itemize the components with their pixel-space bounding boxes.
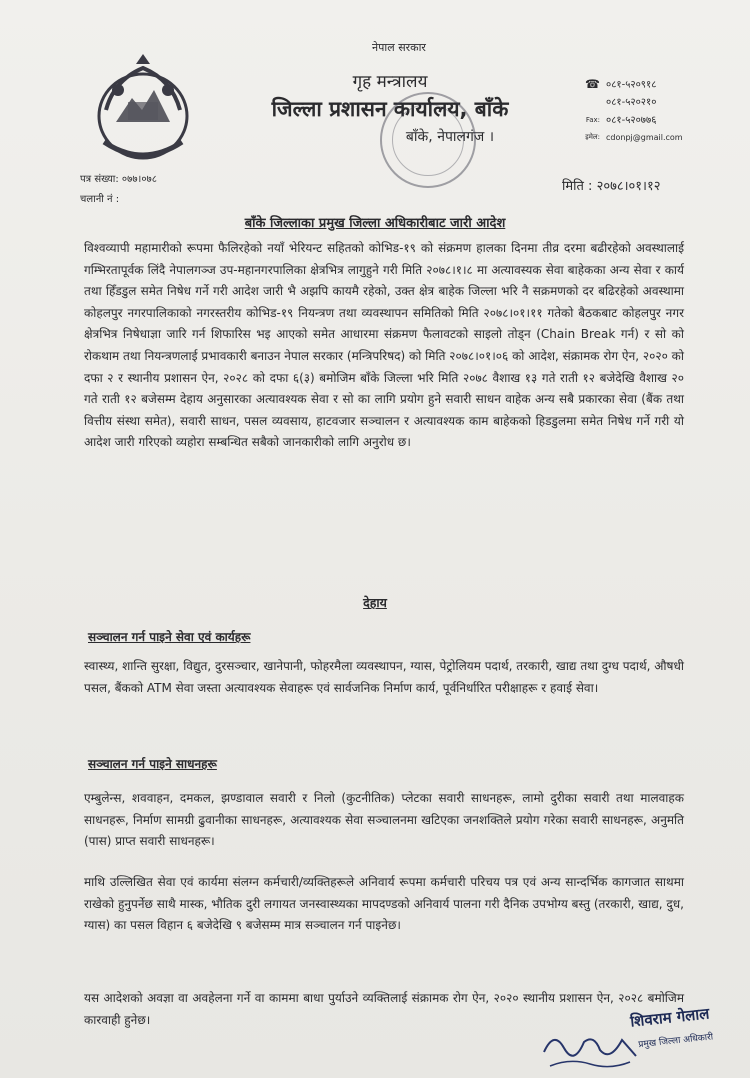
signatory-name: शिवराम गेलाल: [629, 1004, 711, 1031]
services-paragraph: स्वास्थ्य, शान्ति सुरक्षा, विद्युत, दुरसञ्चार, खानेपानी, फोहरमैला व्यवस्थापन, ग्यास, पेट्रोलियम पदार्थ, तरकारी, खाद्य तथा दुग्ध पदार्थ, औषधी पसल, बैंकको ATM सेवा जस्ता अत्यावश्यक सेवाहरू एवं सार्वजनिक निर्माण कार्य, पूर्वनिर्धारित परीक्षाहरू र हवाई सेवा।: [84, 659, 684, 695]
phone-2: ०८१-५२०२१०: [606, 97, 657, 108]
signature-block: [629, 1004, 738, 1051]
dispatch-number: चलानी नं :: [80, 194, 120, 205]
compliance-paragraph: माथि उल्लिखित सेवा एवं कार्यमा संलग्न कर्मचारी/व्यक्तिहरूले अनिवार्य रूपमा कर्मचारी परिचय पत्र एवं अन्य सान्दर्भिक कागजात साथमा राखेको हुनुपर्नेछ साथै मास्क, भौतिक दुरी लगायत जनस्वास्थ्यका मापदण्डको अनिवार्य पालना गरी दैनिक उपभोग्य बस्तु (तरकारी, खाद्य, दुध, ग्यास) का पसल विहान ६ बजेदेखि ९ बजेसम्म मात्र सञ्चालन गर्न पाइनेछ।: [84, 875, 684, 933]
fax-label: Fax:: [585, 115, 600, 124]
section-vehicles-heading: सञ्चालन गर्न पाइने साधनहरू: [88, 757, 217, 771]
letter-date: मिति : २०७८।०१।१२: [562, 179, 661, 194]
office-city: बाँके, नेपालगंज ।: [405, 129, 495, 145]
phone-1: ०८१-५२०९१८: [606, 79, 657, 91]
signatory-title: प्रमुख जिल्ला अधिकारी: [637, 1032, 714, 1051]
reference-block: [80, 170, 157, 210]
nepal-emblem-icon: [84, 50, 202, 168]
section-services-heading: सञ्चालन गर्न पाइने सेवा एवं कार्यहरू: [88, 630, 251, 644]
letter-number: पत्र संख्या: ०७७।०७८: [80, 174, 157, 185]
telephone-icon: ☎: [585, 77, 600, 91]
contact-block: [560, 76, 683, 147]
email-label: इमेल:: [585, 133, 600, 141]
penalty-paragraph: यस आदेशको अवज्ञा वा अवहेलना गर्ने वा काममा बाधा पुर्याउने व्यक्तिलाई संक्रामक रोग ऐन, २०२० स्थानीय प्रशासन ऐन, २०२८ बमोजिम कारवाही हुनेछ।: [84, 991, 684, 1027]
office-stamp: [380, 92, 476, 188]
order-paragraph-main: विश्वव्यापी महामारीको रूपमा फैलिरहेको नयाँ भेरियन्ट सहितको कोभिड-१९ को संक्रमण हालका दिनमा तीव्र दरमा बढीरहेको अवस्थालाई गम्भिरतापूर्वक लिंदै नेपालगञ्ज उप-महानगरपालिका क्षेत्रभित्र लागुहुने गरी मिति २०७८।१।८ मा अत्यावस्यक सेवा बाहेकका अन्य सेवा र कार्य तथा हिँडडुल समेत निषेध गर्ने गरी आदेश जारी भै अझपि कायमै रहेको, उक्त क्षेत्र बाहेक जिल्ला भरि नै सक्रमणको दर बढिरहेको अवस्थामा कोहलपुर नगरपालिकाको नगरस्तरीय कोभिड-१९ नियन्त्रण तथा व्यवस्थापन समितिको मिति २०७८।०१।११ गतेको बैठकबाट कोहलपुर नगर क्षेत्रभित्र निषेधाज्ञा जारि गर्न शिफारिस भइ आएको समेत आधारमा संक्रमण फैलावटको साइलो तोड्न (Chain Break गर्न) र सो को रोकथाम तथा नियन्त्रणलाई प्रभावकारी बनाउन नेपाल सरकार (मन्त्रिपरिषद) को मिति २०७८।०१।०६ को आदेश, संक्रामक रोग ऐन, २०२० को दफा २ र स्थानीय प्रशासन ऐन, २०२८ को दफा ६(३) बमोजिम बाँके जिल्ला भरि मिति २०७८ वैशाख १३ गते राती १२ बजेदेखि वैशाख २० गते राती १२ बजेसम्म देहाय अनुसारका अत्यावश्यक सेवा र सो का लागि प्रयोग हुने सवारी साधन वाहेक अन्य सबै प्रकारका सेवा (बैंक तथा वित्तीय संस्था समेत), सवारी साधन, पसल व्यवसाय, हाटवजार सञ्चालन र अत्यावश्यक काम बाहेकको हिडडुलमा समेत निषेध गर्ने गरी यो आदेश जारी गरिएको व्यहोरा सम्बन्धित सबैको जानकारीको लागि अनुरोध छ।: [84, 241, 684, 450]
vehicles-paragraph: एम्बुलेन्स, शववाहन, दमकल, झण्डावाल सवारी र निलो (कुटनीतिक) प्लेटका सवारी साधनहरू, लामो दुरीका सवारी तथा मालवाहक साधनहरू, निर्माण सामग्री ढुवानीका साधनहरू, अत्यावश्यक सेवा सञ्चालनमा खटिएका जनशक्तिले प्रयोग गरेका सवारी साधनहरू, अनुमति (पास) प्राप्त सवारी साधनहरू।: [84, 791, 684, 849]
fax-number: ०८१-५२०७७६: [606, 114, 657, 126]
dehaya-heading: देहाय: [363, 595, 387, 610]
government-name: नेपाल सरकार: [372, 41, 426, 54]
order-title: बाँके जिल्लाका प्रमुख जिल्ला अधिकारीबाट जारी आदेश: [244, 216, 506, 231]
email-address: cdonpj@gmail.com: [606, 133, 683, 142]
office-name: जिल्ला प्रशासन कार्यालय, बाँके: [271, 97, 509, 121]
ministry-name: गृह मन्त्रालय: [352, 72, 428, 92]
